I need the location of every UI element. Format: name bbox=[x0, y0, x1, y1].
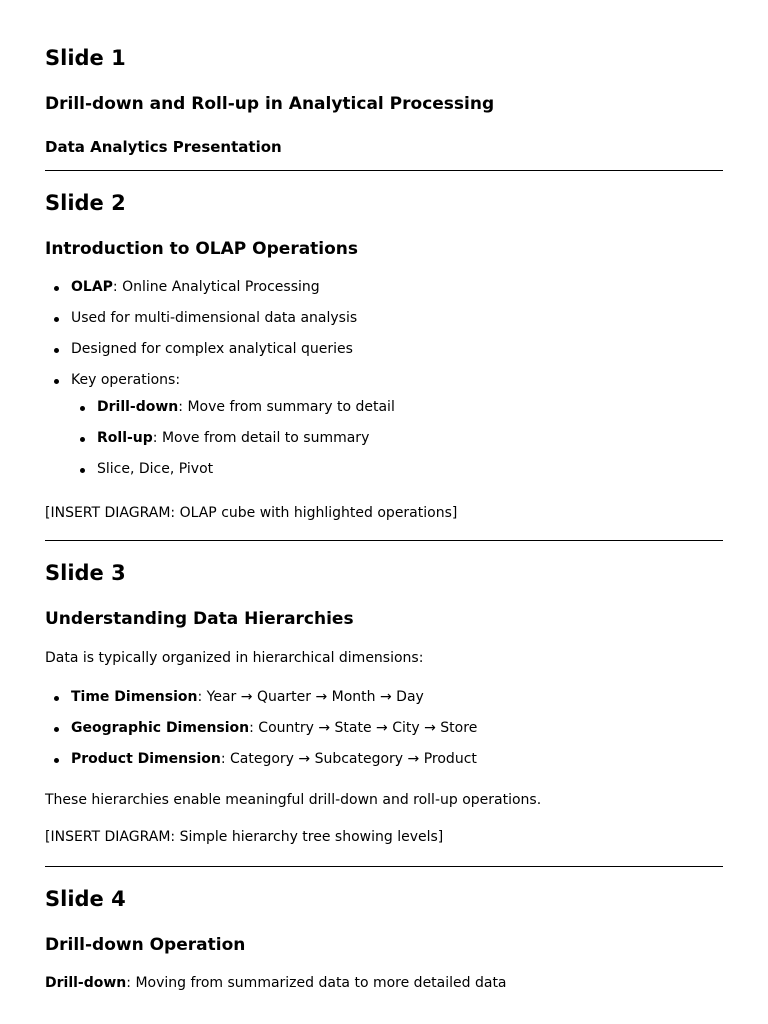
intro-paragraph: Data is typically organized in hierarchical dimensions: bbox=[45, 650, 424, 666]
slide-2-heading: Slide 2 bbox=[45, 191, 126, 215]
slide-3-heading: Slide 3 bbox=[45, 561, 126, 585]
list-item-text: : Move from summary to detail bbox=[178, 399, 395, 415]
list-item-text: Key operations: bbox=[71, 372, 181, 388]
sub-list-item bbox=[97, 461, 213, 477]
slide-4-heading: Slide 4 bbox=[45, 887, 126, 911]
definition-paragraph bbox=[45, 975, 507, 991]
list-item-text: : Online Analytical Processing bbox=[112, 279, 320, 295]
slide-3-title: Understanding Data Hierarchies bbox=[45, 609, 354, 629]
definition-term: Drill-down bbox=[45, 975, 127, 991]
list-item-term: Drill-down bbox=[97, 399, 179, 415]
list-item-term: Geographic Dimension bbox=[71, 720, 250, 736]
slide-2-title: Introduction to OLAP Operations bbox=[45, 239, 359, 259]
outro-paragraph: These hierarchies enable meaningful drill-down and roll-up operations. bbox=[45, 792, 542, 808]
list-item-text: Designed for complex analytical queries bbox=[71, 341, 353, 357]
diagram-placeholder: [INSERT DIAGRAM: Simple hierarchy tree showing levels] bbox=[45, 829, 444, 845]
definition-text: : Moving from summarized data to more detailed data bbox=[126, 975, 507, 991]
slide-divider bbox=[45, 540, 723, 541]
list-item-text: Used for multi-dimensional data analysis bbox=[71, 310, 358, 326]
list-item-text: Slice, Dice, Pivot bbox=[97, 461, 214, 477]
list-item-text: : Year → Quarter → Month → Day bbox=[197, 689, 424, 705]
slide-1-subtitle: Data Analytics Presentation bbox=[45, 138, 282, 156]
slide-divider bbox=[45, 866, 723, 867]
list-item bbox=[71, 372, 180, 388]
list-item-term: Time Dimension bbox=[71, 689, 198, 705]
list-item bbox=[71, 689, 424, 705]
list-item bbox=[71, 720, 477, 736]
list-item-text: : Move from detail to summary bbox=[152, 430, 370, 446]
list-item bbox=[71, 310, 357, 326]
list-item-term: OLAP bbox=[71, 279, 113, 295]
list-item-term: Roll-up bbox=[97, 430, 153, 446]
list-item bbox=[71, 341, 353, 357]
slide-divider bbox=[45, 170, 723, 171]
diagram-placeholder: [INSERT DIAGRAM: OLAP cube with highlighted operations] bbox=[45, 505, 458, 521]
sub-list-item bbox=[97, 399, 395, 415]
list-item-text: : Category → Subcategory → Product bbox=[220, 751, 477, 767]
list-item bbox=[71, 751, 477, 767]
slide-4-title: Drill-down Operation bbox=[45, 935, 246, 955]
slide-1-heading: Slide 1 bbox=[45, 46, 126, 70]
sub-list-item bbox=[97, 430, 369, 446]
list-item-term: Product Dimension bbox=[71, 751, 221, 767]
list-item-text: : Country → State → City → Store bbox=[249, 720, 478, 736]
list-item bbox=[71, 279, 320, 295]
slide-1-title: Drill-down and Roll-up in Analytical Processing bbox=[45, 94, 495, 114]
